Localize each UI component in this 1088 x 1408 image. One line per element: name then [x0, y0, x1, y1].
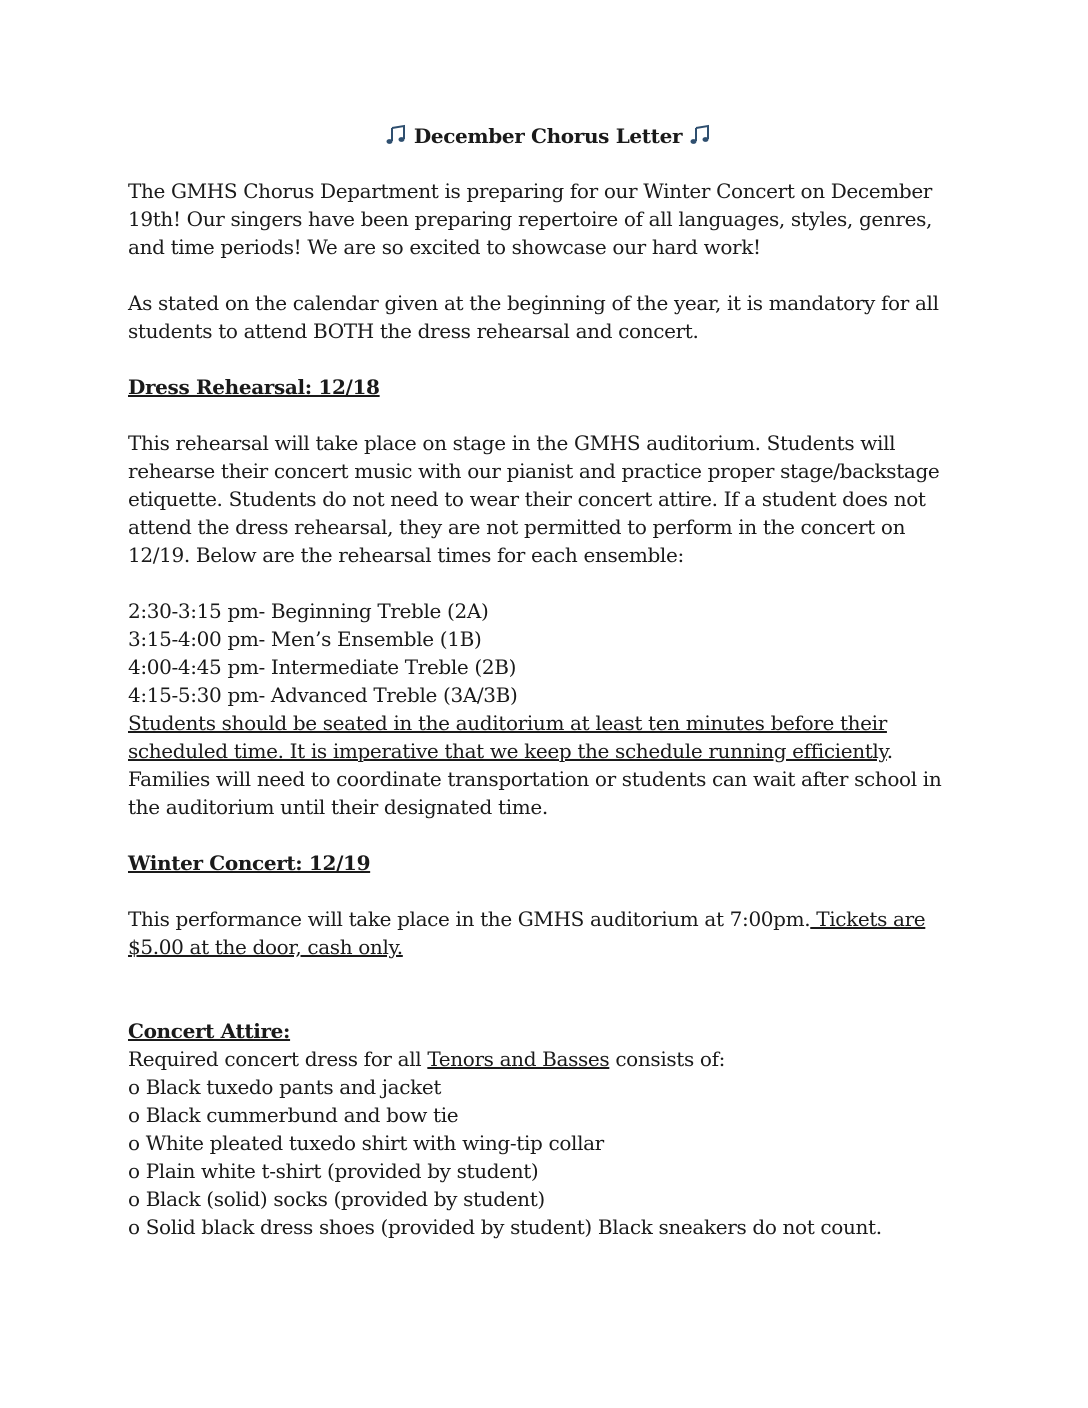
attire-item: o White pleated tuxedo shirt with wing-tip collar — [128, 1131, 604, 1155]
schedule-item: 4:00-4:45 pm- Intermediate Treble (2B) — [128, 655, 517, 679]
dress-rehearsal-description: This rehearsal will take place on stage in the GMHS auditorium. Students will rehearse their concert music with our pianist and practice proper stage/backstage etiquette. Students do not need to wear their concert attire. If a student does not attend the dress rehearsal, they are not permitted to perform in the concert on 12/19. Below are the rehearsal times for each ensemble: — [128, 431, 940, 567]
title-text: December Chorus Letter — [413, 124, 683, 148]
concert-attire-heading: Concert Attire: — [128, 1019, 291, 1043]
mandatory-attendance-paragraph: As stated on the calendar given at the beginning of the year, it is mandatory for all students to attend BOTH the dress rehearsal and concert. — [128, 291, 939, 343]
tenors-basses-text: Tenors and Basses — [427, 1047, 610, 1071]
dress-rehearsal-heading: Dress Rehearsal: 12/18 — [128, 375, 380, 399]
attire-intro — [128, 1045, 968, 1073]
attire-item: o Plain white t-shirt (provided by student) — [128, 1159, 539, 1183]
attire-item: o Black (solid) socks (provided by student) — [128, 1187, 545, 1211]
attire-intro-tail: consists of: — [609, 1047, 726, 1071]
seating-note-rest: . Families will need to coordinate transportation or students can wait after school in the auditorium until their designated time. — [128, 739, 942, 819]
winter-concert-heading: Winter Concert: 12/19 — [128, 851, 371, 875]
schedule-item: 4:15-5:30 pm- Advanced Treble (3A/3B) — [128, 683, 518, 707]
spacer — [128, 961, 968, 989]
attire-list — [128, 1073, 968, 1241]
intro-paragraph: The GMHS Chorus Department is preparing for our Winter Concert on December 19th! Our singers have been preparing repertoire of all languages, styles, genres, and time periods! We are so excited to showcase our hard work! — [128, 179, 933, 259]
letter-title — [128, 122, 968, 150]
attire-item: o Black tuxedo pants and jacket — [128, 1075, 442, 1099]
attire-item: o Solid black dress shoes (provided by student) Black sneakers do not count. — [128, 1215, 882, 1239]
seating-note-underlined: Students should be seated in the auditorium at least ten minutes before their scheduled time. It is imperative that we keep the schedule running efficiently — [128, 711, 887, 763]
schedule-item: 2:30-3:15 pm- Beginning Treble (2A) — [128, 599, 489, 623]
winter-concert-description — [128, 905, 968, 961]
letter-page — [128, 122, 968, 1241]
music-note-icon — [689, 124, 711, 146]
attire-intro-text: Required concert dress for all — [128, 1047, 428, 1071]
concert-time-text: This performance will take place in the GMHS auditorium at 7:00pm. — [128, 907, 811, 931]
ticket-info-text: Tickets are $5.00 at the door, cash only. — [128, 907, 926, 959]
music-note-icon — [385, 124, 407, 146]
rehearsal-schedule — [128, 597, 968, 709]
schedule-item: 3:15-4:00 pm- Men’s Ensemble (1B) — [128, 627, 482, 651]
seating-note-paragraph — [128, 709, 968, 821]
spacer — [128, 989, 968, 1017]
attire-item: o Black cummerbund and bow tie — [128, 1103, 459, 1127]
